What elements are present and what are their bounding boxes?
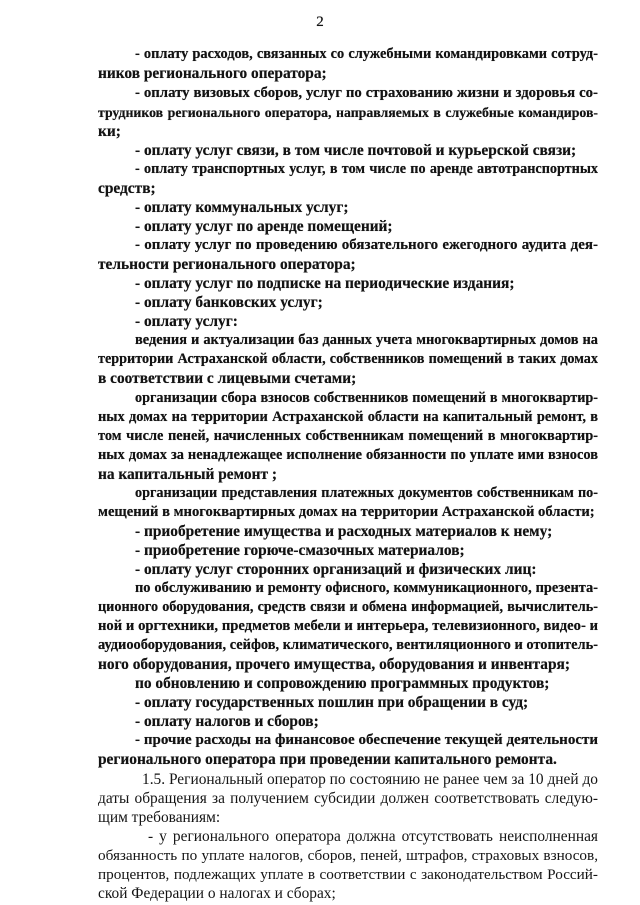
- text-line: - оплату услуг по аренде помещений;: [135, 218, 393, 235]
- text-line: ных домах на территории Астраханской области на капитальный ремонт, в: [98, 409, 598, 425]
- text-line: аудиооборудования, сейфов, климатического, вентиляционного и отопитель-: [98, 637, 598, 653]
- text-line: ного оборудования, прочего имущества, оборудования и инвентаря;: [98, 656, 570, 673]
- text-line: ционного оборудования, средств связи и обмена информацией, вычислитель-: [98, 599, 598, 615]
- text-line: - оплату услуг:: [135, 313, 238, 330]
- text-line: по обслуживанию и ремонту офисного, коммуникационного, презента-: [135, 580, 598, 596]
- text-line: процентов, подлежащих уплате в соответствии с законодательством Россий-: [98, 866, 598, 883]
- text-line: в соответствии с лицевыми счетами;: [98, 370, 357, 387]
- text-line: организации представления платежных документов собственникам по-: [135, 485, 598, 501]
- text-line: - оплату банковских услуг;: [135, 294, 323, 311]
- text-line: - оплату налогов и сборов;: [135, 713, 319, 730]
- text-line: по обновлению и сопровождению программных продуктов;: [135, 675, 550, 692]
- text-line: - приобретение горюче-смазочных материалов;: [135, 542, 465, 559]
- text-line: обязанность по уплате налогов, сборов, пеней, штрафов, страховых взносов,: [98, 847, 598, 864]
- text-line: - оплату визовых сборов, услуг по страхованию жизни и здоровья со-: [135, 85, 598, 101]
- text-line: - оплату услуг связи, в том числе почтовой и курьерской связи;: [135, 142, 577, 159]
- text-line: организации сбора взносов собственников помещений в многоквартир-: [135, 390, 598, 406]
- text-line: - оплату услуг по подписке на периодические издания;: [135, 275, 515, 292]
- text-line: ской Федерации о налогах и сборах;: [98, 885, 336, 902]
- text-line: 1.5. Региональный оператор по состоянию не ранее чем за 10 дней до: [142, 771, 598, 788]
- text-line: трудников регионального оператора, направляемых в служебные командиров-: [98, 105, 598, 120]
- text-line: - оплату расходов, связанных со служебными командировками сотруд-: [135, 46, 598, 62]
- text-line: - оплату услуг сторонних организаций и физических лиц:: [135, 561, 537, 578]
- text-line: - приобретение имущества и расходных материалов к нему;: [135, 523, 553, 540]
- text-line: - оплату транспортных услуг, в том числе по аренде автотранспортных: [135, 161, 598, 177]
- text-line: ников регионального оператора;: [98, 65, 327, 82]
- text-line: - прочие расходы на финансовое обеспечение текущей деятельности: [135, 732, 598, 748]
- text-line: - оплату коммунальных услуг;: [135, 199, 349, 216]
- text-line: - у регионального оператора должна отсутствовать неисполненная: [148, 828, 598, 845]
- text-line: - оплату государственных пошлин при обращении в суд;: [135, 694, 529, 711]
- page-number: 2: [316, 14, 324, 30]
- text-line: тельности регионального оператора;: [98, 256, 356, 273]
- text-line: ной и оргтехники, предметов мебели и интерьера, телевизионного, видео- и: [98, 618, 598, 634]
- text-line: территории Астраханской области, собственников помещений в таких домах: [98, 351, 598, 367]
- text-line: щим требованиям:: [98, 809, 221, 826]
- text-line: даты обращения за получением субсидии должен соответствовать следую-: [98, 790, 598, 807]
- text-line: ведения и актуализации баз данных учета многоквартирных домов на: [135, 332, 598, 348]
- text-line: ки;: [98, 123, 121, 140]
- text-line: регионального оператора при проведении капитального ремонта.: [98, 751, 557, 768]
- text-line: ных домах за ненадлежащее исполнение обязанности по уплате ими взносов: [98, 447, 598, 463]
- text-line: - оплату услуг по проведению обязательного ежегодного аудита дея-: [135, 237, 598, 253]
- text-line: том числе пеней, начисленных собственникам помещений в многоквартир-: [98, 428, 598, 444]
- text-line: на капитальный ремонт ;: [98, 466, 277, 483]
- text-line: средств;: [98, 180, 156, 197]
- text-line: мещений в многоквартирных домах на территории Астраханской области;: [98, 504, 595, 520]
